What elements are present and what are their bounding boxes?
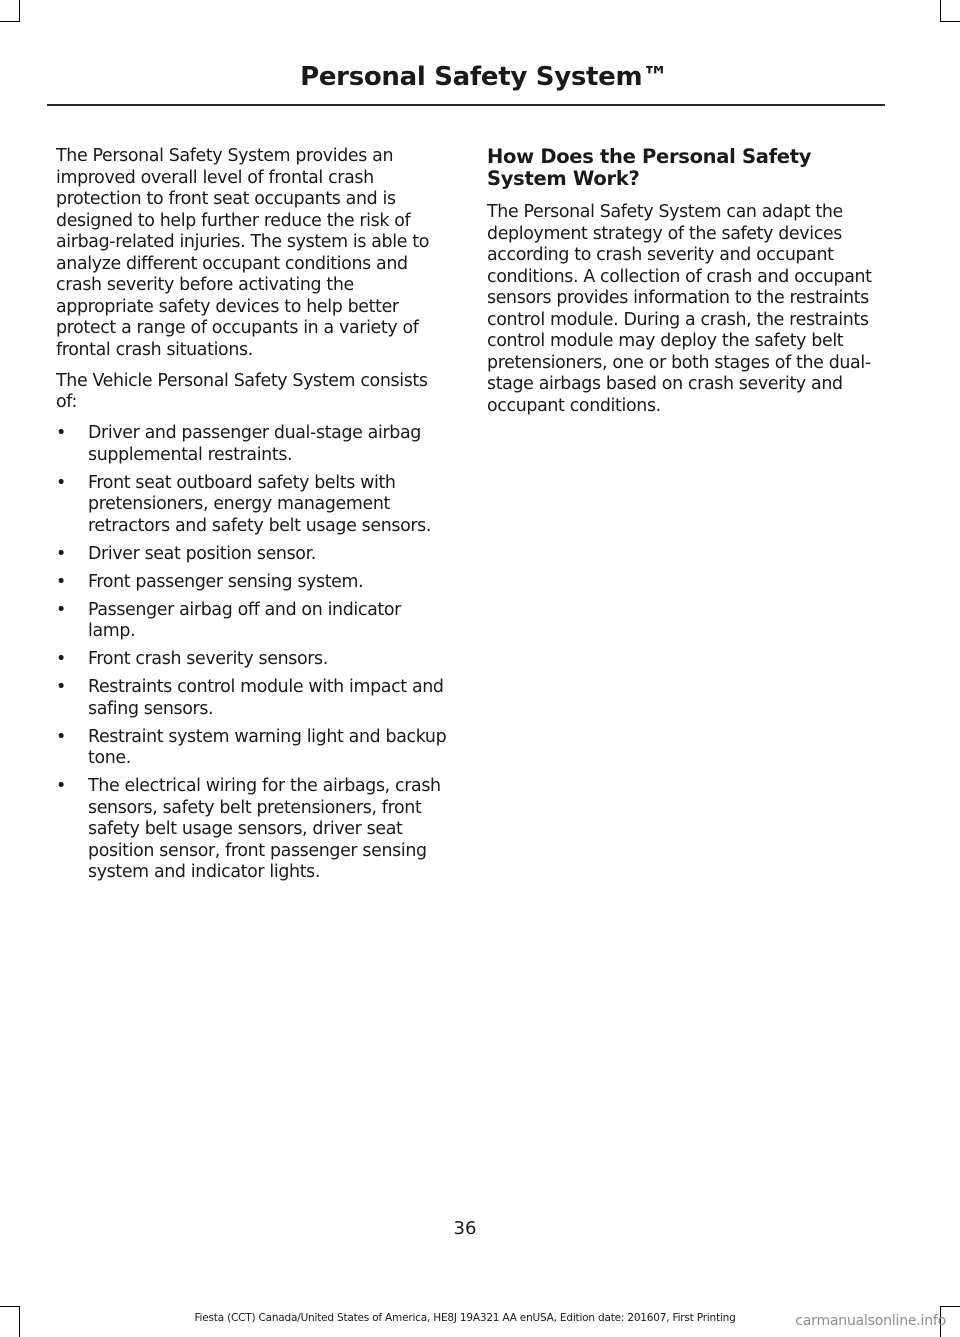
list-item <box>56 544 448 566</box>
list-item-text: Driver and passenger dual-stage airbag supplemental restraints. <box>88 423 421 465</box>
list-item <box>56 473 448 538</box>
bullet-icon: • <box>56 599 66 620</box>
list-item <box>56 776 448 884</box>
crop-mark <box>940 21 960 22</box>
list-item <box>56 572 448 594</box>
bullet-icon: • <box>56 571 66 592</box>
list-item-text: Front seat outboard safety belts with pretensioners, energy management retractors and safety belt usage sensors. <box>88 472 432 536</box>
watermark: carmanualsonline.info <box>795 1313 946 1329</box>
section-heading: How Does the Personal Safety System Work? <box>487 145 812 190</box>
right-column <box>487 146 881 427</box>
edition-footer: Fiesta (CCT) Canada/United States of America, HE8J 19A321 AA enUSA, Edition date: 201607, First Printing <box>194 1312 736 1324</box>
bullet-icon: • <box>56 423 66 443</box>
list-item <box>56 677 448 720</box>
crop-mark <box>940 0 941 22</box>
list-item-text: Restraints control module with impact and safing sensors. <box>88 677 444 719</box>
list-item-text: Passenger airbag off and on indicator lamp. <box>88 599 401 641</box>
bullet-icon: • <box>56 776 66 796</box>
bullet-icon: • <box>56 472 66 493</box>
list-item <box>56 649 448 671</box>
crop-mark <box>19 0 20 22</box>
bullet-icon: • <box>56 543 66 564</box>
left-column <box>56 146 448 890</box>
crop-mark <box>0 21 20 22</box>
page-title: Personal Safety System™ <box>300 62 668 92</box>
components-list <box>56 423 448 884</box>
list-item <box>56 423 448 466</box>
crop-mark <box>0 1306 20 1307</box>
bullet-icon: • <box>56 649 66 669</box>
list-item <box>56 727 448 770</box>
list-item-text: Front passenger sensing system. <box>88 571 364 592</box>
intro-paragraph: The Personal Safety System provides an improved overall level of frontal crash protection to front seat occupants and is designed to help further reduce the risk of airbag-related injuries. The system is able to analyze different occupant conditions and crash severity before activating the appropriate safety devices to help better protect a range of occupants in a variety of frontal crash situations. <box>56 146 429 360</box>
list-item-text: The electrical wiring for the airbags, crash sensors, safety belt pretensioners, front safety belt usage sensors, driver seat position sensor, front passenger sensing system and indicator lights. <box>88 776 441 882</box>
crop-mark <box>940 1306 960 1307</box>
list-item <box>56 600 448 643</box>
consists-of-paragraph: The Vehicle Personal Safety System consists of: <box>56 370 428 412</box>
how-it-works-paragraph: The Personal Safety System can adapt the deployment strategy of the safety devices according to crash severity and occupant conditions. A collection of crash and occupant sensors provides information to the restraints control module. During a crash, the restraints control module may deploy the safety belt pretensioners, one or both stages of the dual-stage airbags based on crash severity and occupant conditions. <box>487 202 872 416</box>
header-divider <box>47 104 885 106</box>
list-item-text: Front crash severity sensors. <box>88 649 328 669</box>
bullet-icon: • <box>56 677 66 697</box>
list-item-text: Driver seat position sensor. <box>88 543 316 564</box>
list-item-text: Restraint system warning light and backup tone. <box>88 726 447 768</box>
bullet-icon: • <box>56 726 66 747</box>
page-number: 36 <box>453 1218 477 1239</box>
